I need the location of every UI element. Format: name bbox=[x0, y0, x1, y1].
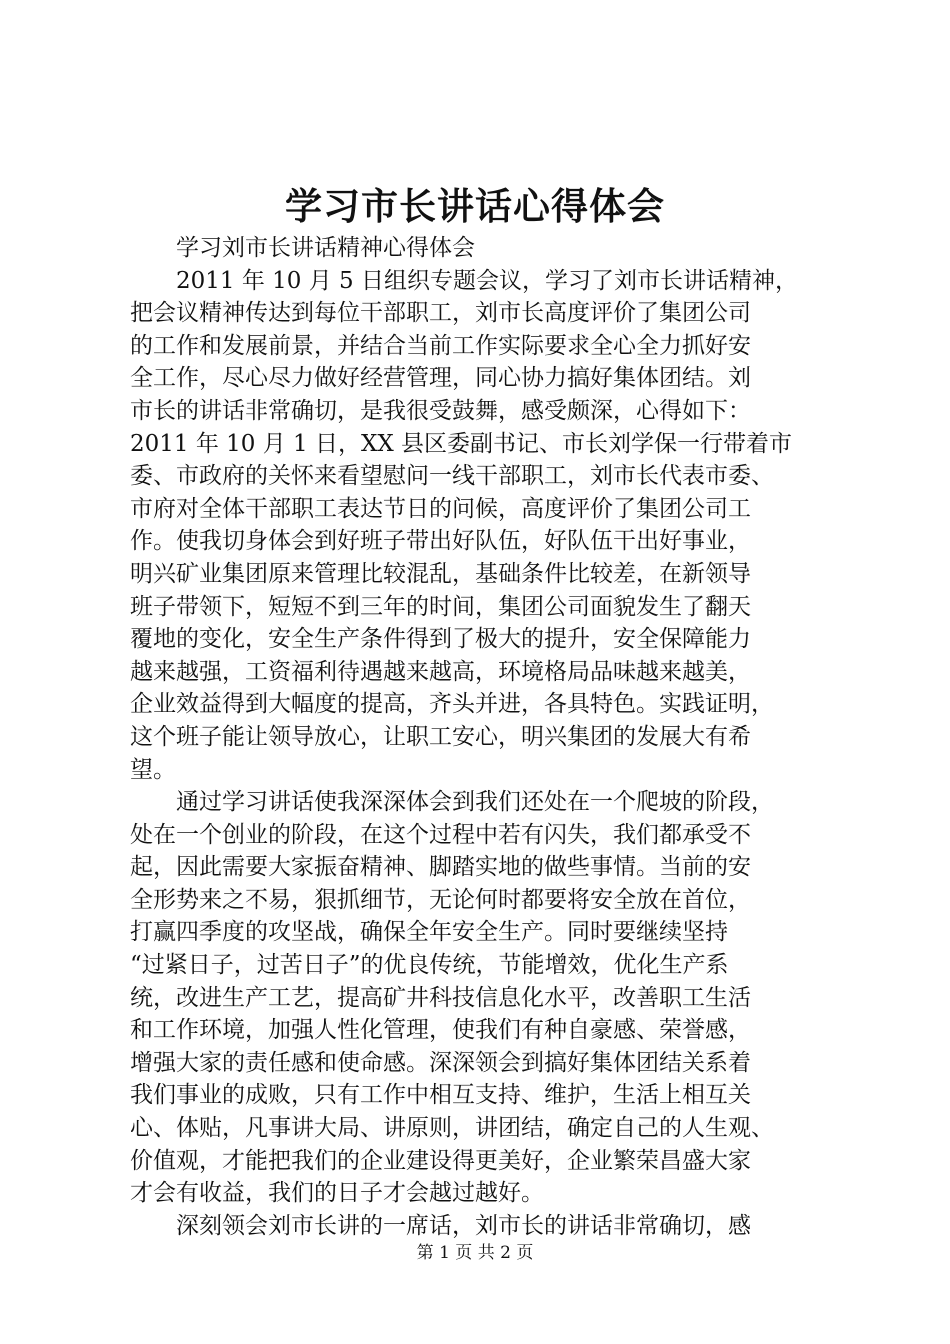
body-line: 打赢四季度的攻坚战，确保全年安全生产。同时要继续坚持 bbox=[130, 919, 728, 946]
body-line: 处在一个创业的阶段，在这个过程中若有闪失，我们都承受不 bbox=[130, 821, 751, 848]
body-line: 企业效益得到大幅度的提高，齐头并进，各具特色。实践证明， bbox=[130, 691, 774, 718]
document-title: 学习市长讲话心得体会 bbox=[285, 185, 665, 228]
body-line: 作。使我切身体会到好班子带出好队伍，好队伍干出好事业， bbox=[130, 528, 751, 555]
body-line: 明兴矿业集团原来管理比较混乱，基础条件比较差，在新领导 bbox=[130, 560, 751, 587]
body-line: 班子带领下，短短不到三年的时间，集团公司面貌发生了翻天 bbox=[130, 593, 751, 620]
body-line: 市府对全体干部职工表达节日的问候，高度评价了集团公司工 bbox=[130, 495, 751, 522]
body-line: 和工作环境，加强人性化管理，使我们有种自豪感、荣誉感， bbox=[130, 1017, 751, 1044]
body-line: 深刻领会刘市长讲的一席话，刘市长的讲话非常确切，感 bbox=[130, 1212, 751, 1239]
body-line: 我们事业的成败，只有工作中相互支持、维护，生活上相互关 bbox=[130, 1082, 751, 1109]
body-line: 这个班子能让领导放心，让职工安心，明兴集团的发展大有希 bbox=[130, 723, 751, 750]
body-line: 委、市政府的关怀来看望慰问一线干部职工，刘市长代表市委、 bbox=[130, 463, 774, 490]
body-line: 增强大家的责任感和使命感。深深领会到搞好集体团结关系着 bbox=[130, 1049, 751, 1076]
body-line: 心、体贴，凡事讲大局、讲原则，讲团结，确定自己的人生观、 bbox=[130, 1115, 774, 1142]
body-line: 才会有收益，我们的日子才会越过越好。 bbox=[130, 1180, 544, 1207]
body-line: 全形势来之不易，狠抓细节，无论何时都要将安全放在首位， bbox=[130, 886, 751, 913]
body-line: 通过学习讲话使我深深体会到我们还处在一个爬坡的阶段， bbox=[130, 789, 774, 816]
body-line: 2011 年 10 月 5 日组织专题会议，学习了刘市长讲话精神， bbox=[130, 267, 798, 294]
body-line: 越来越强，工资福利待遇越来越高，环境格局品味越来越美， bbox=[130, 658, 751, 685]
body-line: 把会议精神传达到每位干部职工，刘市长高度评价了集团公司 bbox=[130, 300, 751, 327]
body-line: 起，因此需要大家振奋精神、脚踏实地的做些事情。当前的安 bbox=[130, 854, 751, 881]
body-line: 望。 bbox=[130, 756, 176, 783]
body-line: 覆地的变化，安全生产条件得到了极大的提升，安全保障能力 bbox=[130, 626, 751, 653]
body-line: 市长的讲话非常确切，是我很受鼓舞，感受颇深，心得如下： bbox=[130, 397, 751, 424]
body-line: 的工作和发展前景，并结合当前工作实际要求全心全力抓好安 bbox=[130, 332, 751, 359]
page-number-footer: 第 1 页 共 2 页 bbox=[416, 1243, 534, 1263]
body-line: 2011 年 10 月 1 日，XX 县区委副书记、市长刘学保一行带着市 bbox=[130, 430, 793, 457]
body-line: “过紧日子，过苦日子”的优良传统，节能增效，优化生产系 bbox=[130, 952, 729, 979]
document-body bbox=[130, 232, 850, 1242]
body-line: 学习刘市长讲话精神心得体会 bbox=[130, 235, 475, 261]
body-line: 全工作，尽心尽力做好经营管理，同心协力搞好集体团结。刘 bbox=[130, 365, 751, 392]
body-line: 价值观，才能把我们的企业建设得更美好，企业繁荣昌盛大家 bbox=[130, 1147, 751, 1174]
body-line: 统，改进生产工艺，提高矿井科技信息化水平，改善职工生活 bbox=[130, 984, 751, 1011]
